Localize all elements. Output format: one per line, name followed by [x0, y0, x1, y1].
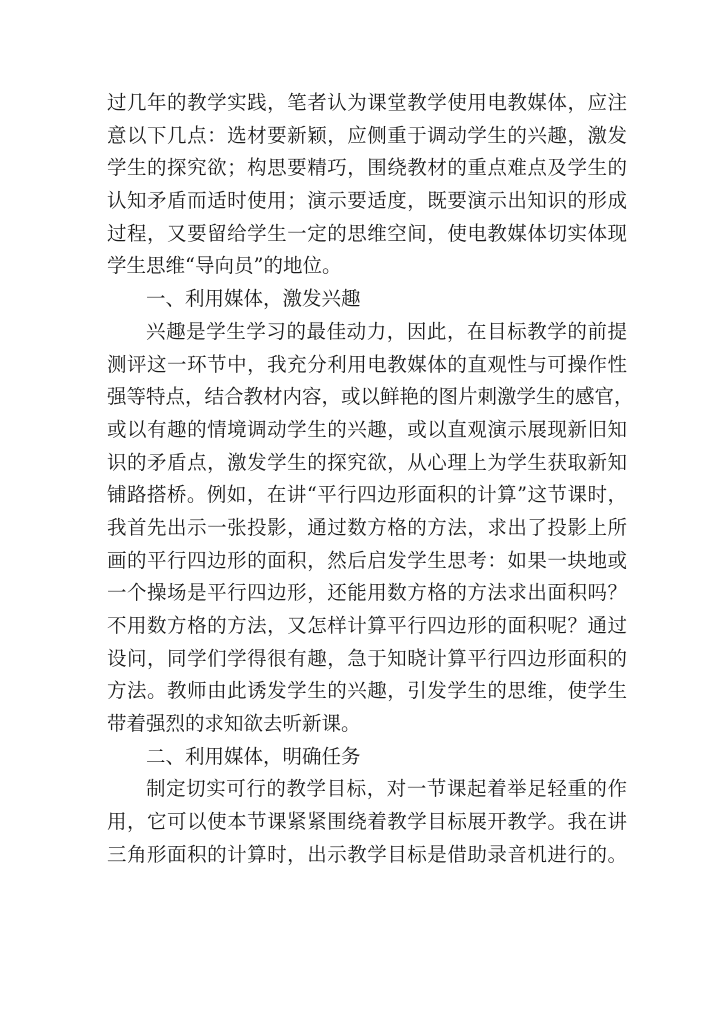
paragraph-line: 测评这一环节中，我充分利用电教媒体的直观性与可操作性 [107, 352, 627, 376]
paragraph-line: 方法。教师由此诱发学生的兴趣，引发学生的思维，使学生 [107, 679, 627, 703]
paragraph-line: 强等特点，结合教材内容，或以鲜艳的图片刺激学生的感官， [107, 385, 634, 409]
body-text [107, 87, 634, 872]
paragraph-line: 兴趣是学生学习的最佳动力，因此，在目标教学的前提 [146, 319, 627, 343]
paragraph-line: 意以下几点：选材要新颖，应侧重于调动学生的兴趣，激发 [107, 123, 627, 147]
paragraph-line: 画的平行四边形的面积，然后启发学生思考：如果一块地或 [107, 548, 627, 572]
paragraph-line: 过几年的教学实践，笔者认为课堂教学使用电教媒体，应注 [107, 91, 627, 114]
paragraph-line: 制定切实可行的教学目标，对一节课起着举足轻重的作 [146, 777, 627, 801]
paragraph-line: 识的矛盾点，激发学生的探究欲，从心理上为学生获取新知 [107, 450, 627, 474]
paragraph-line: 三角形面积的计算时，出示教学目标是借助录音机进行的。 [107, 842, 627, 866]
paragraph-line: 带着强烈的求知欲去听新课。 [107, 712, 361, 736]
paragraph-line: 设问，同学们学得很有趣，急于知晓计算平行四边形面积的 [107, 646, 627, 670]
paragraph-line: 铺路搭桥。例如，在讲“平行四边形面积的计算”这节课时， [107, 483, 627, 507]
paragraph-line: 认知矛盾而适时使用；演示要适度，既要演示出知识的形成 [107, 189, 627, 213]
section-heading: 二、利用媒体，明确任务 [146, 744, 361, 768]
paragraph-line: 一个操场是平行四边形，还能用数方格的方法求出面积吗？ [107, 581, 627, 605]
paragraph-line: 学生的探究欲；构思要精巧，围绕教材的重点难点及学生的 [107, 156, 627, 180]
paragraph-line: 不用数方格的方法，又怎样计算平行四边形的面积呢？通过 [107, 614, 627, 637]
paragraph-line: 学生思维“导向员”的地位。 [107, 254, 342, 278]
section-heading: 一、利用媒体，激发兴趣 [146, 287, 361, 311]
paragraph-line: 我首先出示一张投影，通过数方格的方法，求出了投影上所 [107, 515, 627, 539]
paragraph-line: 用，它可以使本节课紧紧围绕着教学目标展开教学。我在讲 [107, 810, 627, 834]
paragraph-line: 或以有趣的情境调动学生的兴趣，或以直观演示展现新旧知 [107, 417, 627, 441]
paragraph-line: 过程，又要留给学生一定的思维空间，使电教媒体切实体现 [107, 221, 627, 245]
